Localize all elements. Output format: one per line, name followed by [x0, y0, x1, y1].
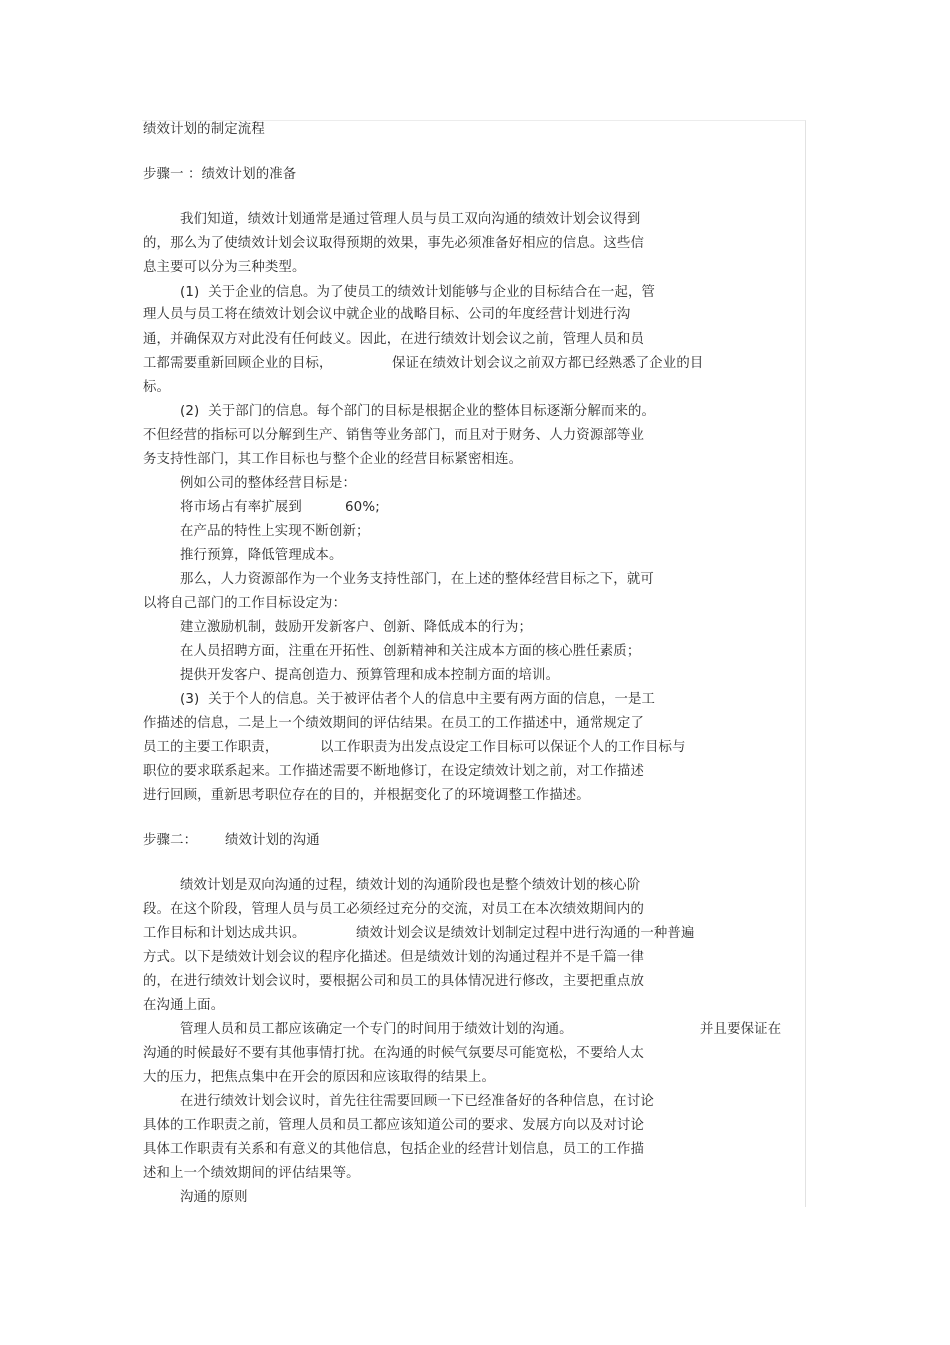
company-info-line: 理人员与员工将在绩效计划会议中就企业的战略目标、公司的年度经营计划进行沟 [143, 307, 631, 322]
step2-para-line: 段。在这个阶段，管理人员与员工必须经过充分的交流，对员工在本次绩效期间内的 [143, 902, 645, 917]
step2-para-line: 工作目标和计划达成共识。 [143, 926, 306, 941]
step1-heading: 步骤一 ：绩效计划的准备 [143, 167, 297, 182]
hr-goal: 提供开发客户、提高创造力、预算管理和成本控制方面的培训。 [180, 668, 560, 683]
personal-info-line: 职位的要求联系起来。工作描述需要不断地修订，在设定绩效计划之前，对工作描述 [143, 764, 645, 779]
step2-heading-title: 绩效计划的沟通 [225, 833, 320, 848]
step2-para-line: 在沟通上面。 [143, 998, 225, 1013]
hr-intro-line: 那么，人力资源部作为一个业务支持性部门，在上述的整体经营目标之下，就可 [180, 572, 654, 587]
company-info-line: 保证在绩效计划会议之前双方都已经熟悉了企业的目 [392, 356, 704, 371]
company-info-line: (1) 关于企业的信息。为了使员工的绩效计划能够与企业的目标结合在一起，管 [180, 285, 656, 300]
hr-intro-line: 以将自己部门的工作目标设定为： [143, 596, 347, 611]
company-goal: 推行预算，降低管理成本。 [180, 548, 343, 563]
company-goal: 将市场占有率扩展到 [180, 500, 302, 515]
department-info-line: 不但经营的指标可以分解到生产、销售等业务部门，而且对于财务、人力资源部等业 [143, 428, 645, 443]
step2-para-line: 具体的工作职责之前，管理人员和员工都应该知道公司的要求、发展方向以及对讨论 [143, 1118, 645, 1133]
step2-para-line: 大的压力，把焦点集中在开会的原因和应该取得的结果上。 [143, 1070, 496, 1085]
example-intro: 例如公司的整体经营目标是： [180, 476, 357, 491]
company-info-line: 工都需要重新回顾企业的目标， [143, 356, 333, 371]
step2-para-line: 并且要保证在 [700, 1022, 782, 1037]
document-title: 绩效计划的制定流程 [143, 122, 265, 137]
personal-info-line: 作描述的信息，二是上一个绩效期间的评估结果。在员工的工作描述中，通常规定了 [143, 716, 645, 731]
hr-goal: 建立激励机制，鼓励开发新客户、创新、降低成本的行为； [180, 620, 533, 635]
personal-info-line: (3) 关于个人的信息。关于被评估者个人的信息中主要有两方面的信息，一是工 [180, 692, 656, 707]
step2-heading: 步骤二： [143, 833, 198, 848]
step2-para-line: 绩效计划会议是绩效计划制定过程中进行沟通的一种普遍 [356, 926, 695, 941]
step2-para-line: 在进行绩效计划会议时，首先往往需要回顾一下已经准备好的各种信息，在讨论 [180, 1094, 654, 1109]
step2-para-line: 的，在进行绩效计划会议时，要根据公司和员工的具体情况进行修改，主要把重点放 [143, 974, 645, 989]
company-goal-value: 60%; [345, 500, 380, 515]
company-info-line: 通，并确保双方对此没有任何歧义。因此，在进行绩效计划会议之前，管理人员和员 [143, 332, 645, 347]
step2-para-line: 绩效计划是双向沟通的过程，绩效计划的沟通阶段也是整个绩效计划的核心阶 [180, 878, 641, 893]
company-goal: 在产品的特性上实现不断创新； [180, 524, 370, 539]
department-info-line: (2) 关于部门的信息。每个部门的目标是根据企业的整体目标逐渐分解而来的。 [180, 404, 656, 419]
principle-heading: 沟通的原则 [180, 1190, 248, 1205]
step1-intro-line: 息主要可以分为三种类型。 [143, 260, 306, 275]
personal-info-line: 进行回顾，重新思考职位存在的目的，并根据变化了的环境调整工作描述。 [143, 788, 590, 803]
step2-para-line: 沟通的时候最好不要有其他事情打扰。在沟通的时候气氛要尽可能宽松，不要给人太 [143, 1046, 645, 1061]
company-info-line: 标。 [143, 380, 171, 395]
hr-goal: 在人员招聘方面，注重在开拓性、创新精神和关注成本方面的核心胜任素质； [180, 644, 641, 659]
step1-intro-line: 的，那么为了使绩效计划会议取得预期的效果，事先必须准备好相应的信息。这些信 [143, 236, 645, 251]
department-info-line: 务支持性部门，其工作目标也与整个企业的经营目标紧密相连。 [143, 452, 523, 467]
personal-info-line: 以工作职责为出发点设定工作目标可以保证个人的工作目标与 [320, 740, 686, 755]
personal-info-line: 员工的主要工作职责， [143, 740, 279, 755]
step1-intro-line: 我们知道，绩效计划通常是通过管理人员与员工双向沟通的绩效计划会议得到 [180, 212, 641, 227]
step2-para-line: 管理人员和员工都应该确定一个专门的时间用于绩效计划的沟通。 [180, 1022, 573, 1037]
step2-para-line: 具体工作职责有关系和有意义的其他信息，包括企业的经营计划信息，员工的工作描 [143, 1142, 645, 1157]
step2-para-line: 述和上一个绩效期间的评估结果等。 [143, 1166, 360, 1181]
step2-para-line: 方式。以下是绩效计划会议的程序化描述。但是绩效计划的沟通过程并不是千篇一律 [143, 950, 645, 965]
